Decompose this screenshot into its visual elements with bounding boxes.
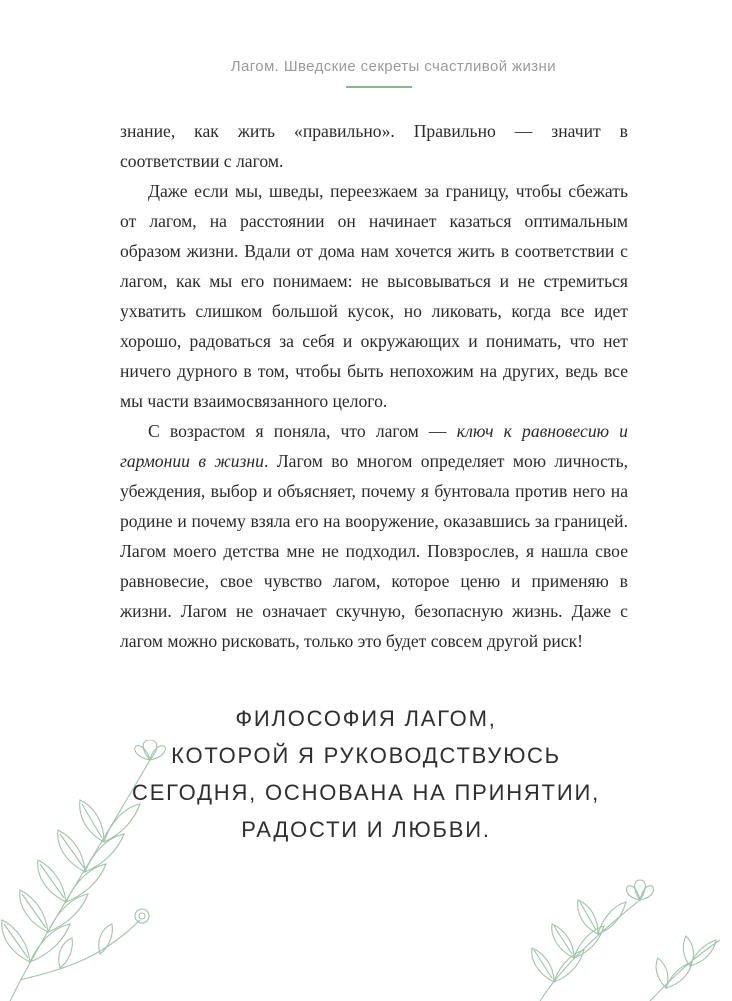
paragraph-2: Даже если мы, шведы, переезжаем за границу, чтобы сбежать от лагом, на расстоянии он начинает казаться оптимальным образом жизни. Вдали от дома нам хочется жить в соответствии с лагом, как мы его понимаем: не высовываться и не стремиться ухватить слишком большой кусок, но ликовать, когда все идет хорошо, радоваться за себя и окружающих и понимать, что нет ничего дурного в том, чтобы быть непохожим на других, ведь все мы части взаимосвязанного целого. [120, 181, 628, 411]
header-accent-rule [346, 86, 412, 88]
fern-branch-icon [500, 870, 732, 1001]
paragraph-3-start: С возрастом я поняла, что лагом — [148, 421, 457, 441]
running-head [0, 58, 732, 76]
running-title: Лагом. Шведские секреты счастливой жизни [230, 58, 556, 75]
quote-line: КОТОРОЙ Я РУКОВОДСТВУЮСЬ [171, 743, 561, 768]
paragraph-3 [120, 416, 628, 656]
paragraph-3-end: . Лагом во многом определяет мою личность, убеждения, выбор и объясняет, почему я бунтовала против него на родине и почему взяла его на вооружение, оказавшись за границей. Лагом моего детства мне не подходил. Повзрослев, я нашла свое равновесие, свое чувство лагом, которое ценю и применяю в жизни. Лагом не означает скучную, безопасную жизнь. Даже с лагом можно рисковать, только это будет совсем другой риск! [120, 451, 628, 651]
body-text [120, 116, 628, 656]
paragraph-1: знание, как жить «правильно». Правильно — значит в соответствии с лагом. [120, 121, 628, 171]
paragraph-3-emphasis: ключ к равновесию и гармонии в жизни [120, 421, 628, 471]
quote-line: ФИЛОСОФИЯ ЛАГОМ, [235, 706, 497, 731]
fern-branch-icon [0, 740, 180, 1001]
quote-line: РАДОСТИ И ЛЮБВИ. [241, 817, 491, 842]
quote-line: СЕГОДНЯ, ОСНОВАНА НА ПРИНЯТИИ, [132, 780, 600, 805]
